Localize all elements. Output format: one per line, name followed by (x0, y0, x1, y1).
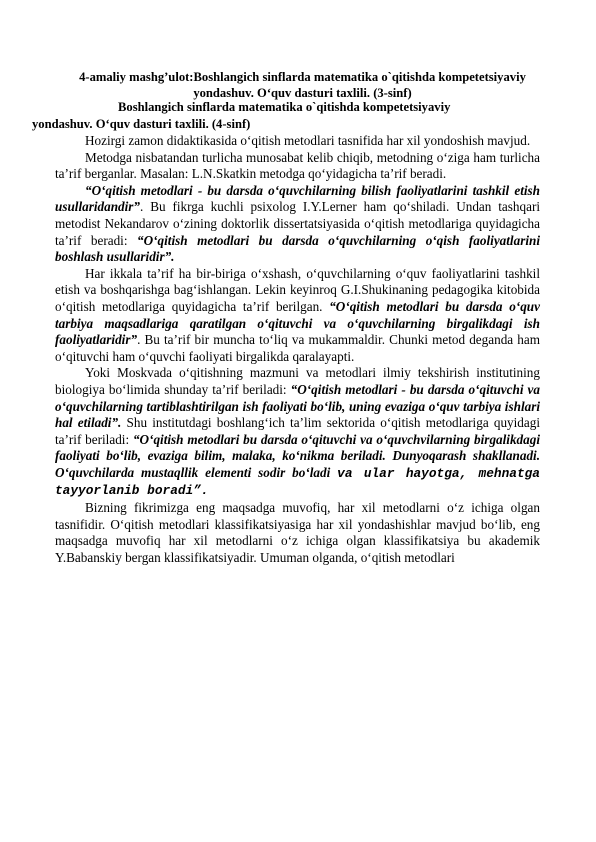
paragraph-5-text-1: Yoki Moskvada o‘qitishning mazmuni va metodlari ilmiy tekshirish institutining biologiya bo‘limida shunday ta’rif beriladi: (55, 365, 540, 397)
paragraph-4 (55, 266, 540, 366)
document-body (55, 133, 540, 566)
paragraph-3 (55, 183, 540, 266)
paragraph-2: Metodga nisbatandan turlicha munosabat kelib chiqib, metodning o‘ziga ham turlicha ta’rif berganlar. Masalan: L.N.Skatkin metodga qo‘yidagicha ta’rif beradi. (55, 149, 540, 182)
paragraph-3-text: . Bu fikrga kuchli psixolog I.Y.Lerner ham qo‘shiladi. Undan tashqari metodist Nekandarov o‘zining doktorlik dissertatsiyasida o‘qitish metodlariga quyidagicha ta’rif beradi: (55, 199, 540, 248)
moscow-institute-definition: “O‘qitish metodlari - bu darsda o‘qituvchi va o‘quvchilarning tartiblashtirilgan ish faoliyati bo‘lib, uning evaziga o‘quv tarbiya ishlari hal etiladi”. (55, 381, 540, 431)
paragraph-1: Hozirgi zamon didaktikasida o‘qitish metodlari tasnifida har xil yondoshish mavjud. (85, 133, 531, 148)
lesson-subtitle-line-1: Boshlangich sinflarda matematika o`qitishda kompetetsiyaviy (118, 100, 451, 114)
lesson-subtitle (32, 99, 552, 132)
lesson-title: 4-amaliy mashg’ulot:Boshlangich sinflarda matematika o`qitishda kompetetsiyaviy yondashuv. O‘quv dasturi taxlili. (3-sinf) (79, 70, 526, 100)
skatkin-definition: “O‘qitish metodlari - bu darsda o‘quvchilarning bilish faoliyatlarini tashkil etish usullaridandir” (55, 182, 540, 215)
lesson-subtitle-line-2: yondashuv. O‘quv dasturi taxlili. (4-sinf) (32, 116, 251, 131)
paragraph-6: Bizning fikrimizga eng maqsadga muvofiq, har xil metodlarni o‘z ichiga olgan tasnifidir. O‘qitish metodlari klassifikatsiyasiga har xil yondashishlar mavjud bo‘lib, eng maqsadga muvofiq har xil metodlarni o‘z ichiga olgan klassifikatsiya bu akademik Y.Babanskiy bergan klassifikatsiyadir. Umuman olganda, o‘qitish metodlari (55, 500, 540, 565)
paragraph-4-text-2: . Bu ta’rif bir muncha to‘liq va mukammaldir. Chunki metod deganda ham o‘qituvchi ham o‘quvchi faoliyati birgalikda qaralayapti. (55, 332, 540, 364)
paragraph-5 (55, 365, 540, 500)
paragraph-5-text-2: Shu institutdagi boshlang‘ich ta’lim sektorida o‘qitish metodlariga quyidagi ta’rif beriladi: (55, 415, 540, 447)
shukina-definition: “O‘qitish metodlari bu darsda o‘quv tarbiya maqsadlariga qaratilgan o‘qituvchi va o‘quvchilarning birgalikdagi ish faoliyatlaridir” (55, 298, 540, 348)
primary-sector-definition: “O‘qitish metodlari bu darsda o‘qituvchi va o‘quvchvilarning birgalikdagi faoliyati bo‘lib, evaziga bilim, malaka, ko‘nikma beriladi. Dunyoqarash shakllanadi. O‘quvchilarda mustaqllik elementi sodir bo‘ladi (55, 431, 540, 480)
paragraph-4-text-1: Har ikkala ta’rif ha bir-biriga o‘xshash, o‘quvchilarning o‘quv faoliyatlarini tashkil etish va boshqarishga bag‘ishlangan. Lekin keyinroq G.I.Shukinaning pedagogika kitobida o‘qitish metodlariga quyidagicha ta’rif berilgan. (55, 265, 540, 314)
primary-sector-definition-end: va ular hayotga, mehnatga tayyorlanib boradi”. (55, 465, 540, 499)
nekandarov-definition: “O‘qitish metodlari bu darsda o‘quvchilarning o‘qish faoliyatlarini boshlash usullaridir”. (55, 232, 540, 265)
